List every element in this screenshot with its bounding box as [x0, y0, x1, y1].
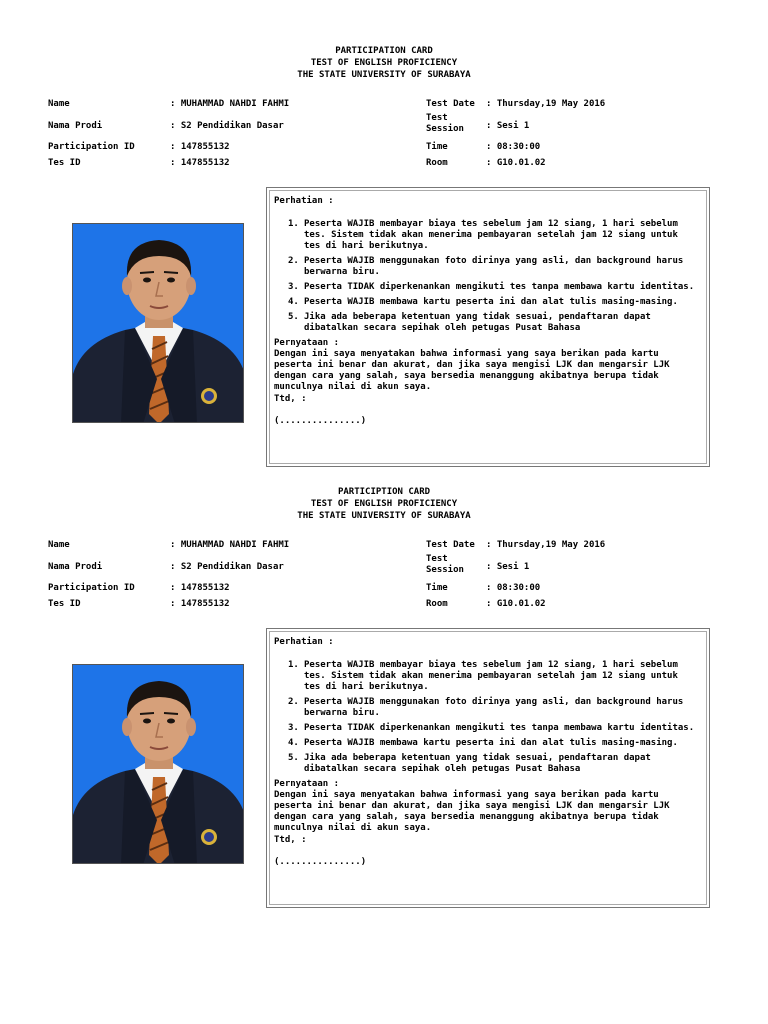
- list-item-text: Peserta WAJIB menggunakan foto dirinya yang asli, dan background harus berwarna biru.: [304, 697, 684, 718]
- list-item-number: 5.: [288, 312, 299, 322]
- participation-id-value: : 147855132: [170, 583, 230, 593]
- name-value: : MUHAMMAD NAHDI FAHMI: [170, 540, 290, 550]
- prodi-value: : S2 Pendidikan Dasar: [170, 121, 284, 131]
- test-date-label: Test Date: [426, 99, 475, 109]
- list-item-text: Peserta TIDAK diperkenankan mengikuti tes tanpa membawa kartu identitas.: [304, 723, 695, 733]
- list-item-number: 2.: [288, 256, 299, 266]
- participation-id-label: Participation ID: [48, 142, 135, 152]
- notice-box: [266, 187, 710, 467]
- test-date-value: : Thursday,19 May 2016: [486, 99, 606, 109]
- time-label: Time: [426, 142, 448, 152]
- room-label: Room: [426, 158, 448, 168]
- participant-photo: [72, 664, 244, 864]
- test-session-label: Test Session: [426, 113, 464, 134]
- signature-label: Ttd, :: [274, 394, 307, 404]
- test-date-label: Test Date: [426, 540, 475, 550]
- list-item: [288, 660, 702, 693]
- tes-id-label: Tes ID: [48, 158, 81, 168]
- card-title-line: THE STATE UNIVERSITY OF SURABAYA: [297, 511, 471, 521]
- test-session-value: : Sesi 1: [486, 562, 530, 572]
- notice-list: [274, 219, 702, 334]
- list-item-text: Peserta WAJIB membawa kartu peserta ini dan alat tulis masing-masing.: [304, 738, 678, 748]
- list-item-number: 2.: [288, 697, 299, 707]
- list-item-text: Peserta WAJIB menggunakan foto dirinya yang asli, dan background harus berwarna biru.: [304, 256, 684, 277]
- prodi-value: : S2 Pendidikan Dasar: [170, 562, 284, 572]
- list-item-number: 4.: [288, 297, 299, 307]
- card-title-line: PARTICIPTION CARD: [337, 487, 431, 497]
- card-title: [0, 486, 768, 522]
- name-label: Name: [48, 540, 70, 550]
- time-value: : 08:30:00: [486, 583, 541, 593]
- list-item: [288, 697, 702, 719]
- notice-box: [266, 628, 710, 908]
- room-value: : G10.01.02: [486, 158, 546, 168]
- room-label: Room: [426, 599, 448, 609]
- list-item-number: 1.: [288, 660, 299, 670]
- signature-line: (...............): [274, 857, 367, 867]
- tes-id-value: : 147855132: [170, 158, 230, 168]
- list-item: [288, 312, 702, 334]
- participant-portrait: [73, 224, 244, 423]
- prodi-label: Nama Prodi: [48, 562, 103, 572]
- card-title-line: PARTICIPATION CARD: [335, 46, 433, 56]
- list-item: [288, 738, 702, 749]
- list-item-text: Jika ada beberapa ketentuan yang tidak sesuai, pendaftaran dapat dibatalkan secara sepihak oleh petugas Pusat Bahasa: [304, 312, 651, 333]
- list-item: [288, 282, 702, 293]
- time-value: : 08:30:00: [486, 142, 541, 152]
- name-label: Name: [48, 99, 70, 109]
- statement-heading: Pernyataan :: [274, 779, 340, 789]
- card-title-line: THE STATE UNIVERSITY OF SURABAYA: [297, 70, 471, 80]
- list-item: [288, 723, 702, 734]
- list-item: [288, 753, 702, 775]
- statement-text: Dengan ini saya menyatakan bahwa informasi yang saya berikan pada kartu peserta ini benar dan akurat, dan jika saya mengisi LJK dan mengarsir LJK dengan cara yang salah, saya bersedia menanggung akibatnya berupa tidak munculnya nilai di akun saya.: [274, 790, 670, 833]
- notice-heading: Perhatian :: [274, 196, 334, 206]
- card-title-line: TEST OF ENGLISH PROFICIENCY: [310, 58, 458, 68]
- list-item-text: Peserta TIDAK diperkenankan mengikuti tes tanpa membawa kartu identitas.: [304, 282, 695, 292]
- participation-id-label: Participation ID: [48, 583, 135, 593]
- card-title: [0, 45, 768, 81]
- participant-photo: [72, 223, 244, 423]
- statement-text: Dengan ini saya menyatakan bahwa informasi yang saya berikan pada kartu peserta ini benar dan akurat, dan jika saya mengisi LJK dan mengarsir LJK dengan cara yang salah, saya bersedia menanggung akibatnya berupa tidak munculnya nilai di akun saya.: [274, 349, 670, 392]
- participation-card: [0, 45, 768, 475]
- list-item-text: Peserta WAJIB membayar biaya tes sebelum jam 12 siang, 1 hari sebelum tes. Sistem tidak akan menerima pembayaran setelah jam 12 siang untuk tes di hari berikutnya.: [304, 660, 678, 692]
- card-title-line: TEST OF ENGLISH PROFICIENCY: [310, 499, 458, 509]
- list-item: [288, 256, 702, 278]
- statement-heading: Pernyataan :: [274, 338, 340, 348]
- list-item-number: 3.: [288, 723, 299, 733]
- list-item-number: 5.: [288, 753, 299, 763]
- notice-heading: Perhatian :: [274, 637, 334, 647]
- tes-id-value: : 147855132: [170, 599, 230, 609]
- time-label: Time: [426, 583, 448, 593]
- tes-id-label: Tes ID: [48, 599, 81, 609]
- list-item-number: 3.: [288, 282, 299, 292]
- list-item-text: Peserta WAJIB membawa kartu peserta ini dan alat tulis masing-masing.: [304, 297, 678, 307]
- participation-card: [0, 486, 768, 916]
- list-item-number: 1.: [288, 219, 299, 229]
- list-item: [288, 297, 702, 308]
- list-item-number: 4.: [288, 738, 299, 748]
- participation-id-value: : 147855132: [170, 142, 230, 152]
- room-value: : G10.01.02: [486, 599, 546, 609]
- test-session-label: Test Session: [426, 554, 464, 575]
- signature-line: (...............): [274, 416, 367, 426]
- list-item-text: Peserta WAJIB membayar biaya tes sebelum jam 12 siang, 1 hari sebelum tes. Sistem tidak akan menerima pembayaran setelah jam 12 siang untuk tes di hari berikutnya.: [304, 219, 678, 251]
- notice-list: [274, 660, 702, 775]
- prodi-label: Nama Prodi: [48, 121, 103, 131]
- list-item-text: Jika ada beberapa ketentuan yang tidak sesuai, pendaftaran dapat dibatalkan secara sepihak oleh petugas Pusat Bahasa: [304, 753, 651, 774]
- name-value: : MUHAMMAD NAHDI FAHMI: [170, 99, 290, 109]
- test-session-value: : Sesi 1: [486, 121, 530, 131]
- list-item: [288, 219, 702, 252]
- test-date-value: : Thursday,19 May 2016: [486, 540, 606, 550]
- signature-label: Ttd, :: [274, 835, 307, 845]
- participant-portrait: [73, 665, 244, 864]
